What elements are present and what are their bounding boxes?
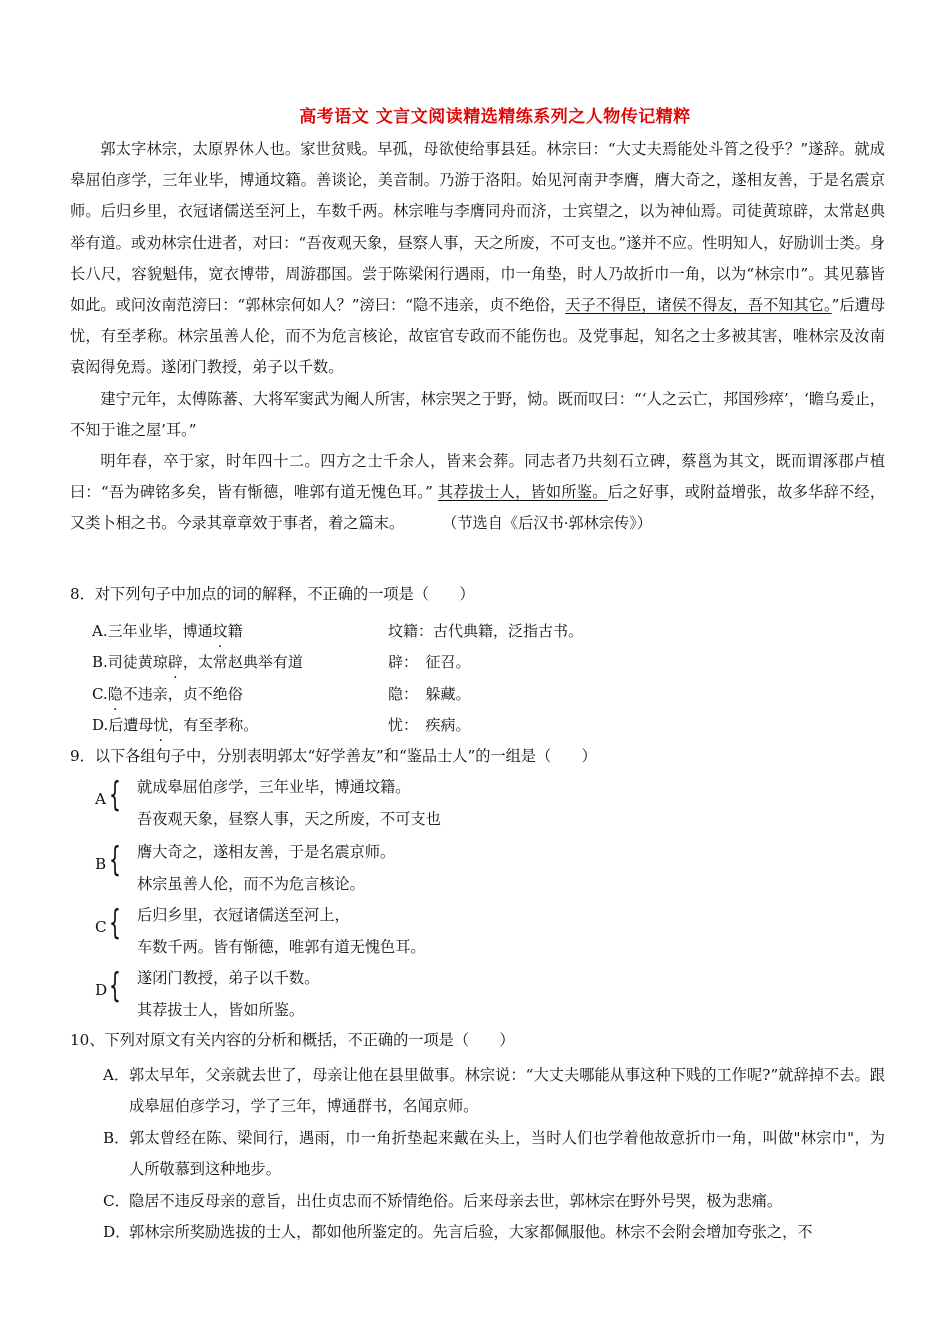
passage-paragraph-2: 建宁元年，太傅陈蕃、大将军窦武为阉人所害，林宗哭之于野，恸。既而叹曰：“‘人之云亡，邦国殄瘁’，‘瞻乌爰止，不知于谁之屋’耳。” (70, 389, 885, 439)
question-10-option-b: B． 郭太曾经在陈、梁间行，遇雨，巾一角折垫起来戴在头上，当时人们也学着他故意折巾一角，叫做"林宗巾"，为人所敬慕到这种地步。 (103, 1129, 885, 1178)
document-title: 高考语文 文言文阅读精选精练系列之人物传记精粹 (299, 107, 691, 127)
question-8-stem: 8．对下列句子中加点的词的解释，不正确的一项是（ ） (70, 585, 475, 603)
passage-paragraph-1: 郭太字林宗，太原界休人也。家世贫贱。早孤，母欲使给事县廷。林宗曰：“大丈夫焉能处斗筲之役乎？”遂辞。就成皋屈伯彦学，三年业毕，博通坟籍。善谈论，美音制。乃游于洛阳。始见河南尹李膺，膺大奇之，遂相友善，于是名震京师。后归乡里，衣冠诸儒送至河上，车数千两。林宗唯与李膺同舟而济，士宾望之，以为神仙焉。司徒黄琼辟，太常赵典举有道。或劝林宗仕进者，对曰：“吾夜观天象，昼察人事，天之所废，不可支也。”遂并不应。性明知人，好励训士类。身长八尺，容貌魁伟，宽衣博带，周游郡国。尝于陈梁闲行遇雨，巾一角垫，时人乃故折巾一角，以为“林宗巾”。其见慕皆如此。或问汝南范滂曰：“郭林宗何如人？”滂曰：“隐不违亲，贞不绝俗，天子不得臣，诸侯不得友，吾不知其它。”后遭母忧，有至孝称。林宗虽善人伦，而不为危言核论，故宦官专政而不能伤也。及党事起，知名之士多被其害，唯林宗及汝南袁闳得免焉。遂闭门教授，弟子以千数。 (70, 140, 886, 377)
passage-paragraph-3: 明年春，卒于家，时年四十二。四方之士千余人，皆来会葬。同志者乃共刻石立碑，蔡邕为其文，既而谓涿郡卢植曰：“吾为碑铭多矣，皆有惭德，唯郭有道无愧色耳。” 其荐拔士人，皆如所鉴。后之好事，或附益增张，故多华辞不经，又类卜相之书。今录其章章效于事者，着之篇末。 （节选自《后汉书·郭林宗传》） (70, 452, 886, 533)
question-10-option-d: D． 郭林宗所奖励选拔的士人，都如他所鉴定的。先言后验，大家都佩服他。林宗不会附会增加夸张之，不 (103, 1223, 813, 1241)
brace-icon: { (109, 903, 121, 943)
underlined-sentence: 其荐拔士人，皆如所鉴。 (437, 483, 608, 502)
question-9-stem: 9．以下各组句子中，分别表明郭太“好学善友”和“鉴品士人”的一组是（ ） (70, 747, 597, 765)
brace-icon: { (109, 775, 121, 815)
question-10-stem: 10、下列对原文有关内容的分析和概括，不正确的一项是（ ） (70, 1031, 515, 1049)
brace-icon: { (109, 840, 121, 880)
document-page: 高考语文 文言文阅读精选精练系列之人物传记精粹 郭太字林宗，太原界休人也。家世贫贱。早孤，母欲使给事县廷。林宗曰：“大丈夫焉能处斗筲之役乎？”遂辞。就成皋屈伯彦学，三年业毕，博通坟籍。善谈论，美音制。乃游于洛阳。始见河南尹李膺，膺大奇之，遂相友善，于是名震京师。后归乡里，衣冠诸儒送至河上，车数千两。林宗唯与李膺同舟而济，士宾望之，以为神仙焉。司徒黄琼辟，太常赵典举有道。或劝林宗仕进者，对曰：“吾夜观天象，昼察人事，天之所废，不可支也。”遂并不应。性明知人，好励训士类。身长八尺，容貌魁伟，宽衣博带，周游郡国。尝于陈梁闲行遇雨，巾一角垫，时人乃故折巾一角，以为“林宗巾”。其见慕皆如此。或问汝南范滂曰：“郭林宗何如人？”滂曰：“隐不违亲，贞不绝俗，天子不得臣，诸侯不得友，吾不知其它。”后遭母忧，有至孝称。林宗虽善人伦，而不为危言核论，故宦官专政而不能伤也。及党事起，知名之士多被其害，唯林宗及汝南袁闳得免焉。遂闭门教授，弟子以千数。 建宁元年，太傅陈蕃、大将军窦武为阉人所害，林宗哭之于野，恸。既而叹曰：“‘人之云亡，邦国殄瘁’，‘瞻乌爰止，不知于谁之屋’耳。” 明年春，卒于家，时年四十二。四方之士千余人，皆来会葬。同志者乃共刻石立碑，蔡邕为其文，既而谓涿郡卢植曰：“吾为碑铭多矣，皆有惭德，唯郭有道无愧色耳。” 其荐拔士人，皆如所鉴。后之好事，或附益增张，故多华辞不经，又类卜相之书。今录其章章效于事者，着之篇末。 （节选自《后汉书·郭林宗传》） 8．对下列句子中加点的词的解释，不正确的一项是（ ） A.三年业毕，博通坟籍 坟籍：古代典籍，泛指古书。 B.司徒黄琼辟，太常赵典举有道 辟： 征召。 C.隐不违亲，贞不绝俗 隐： 躲藏。 D.后遭母忧，有至孝称。 忧： 疾病。 9．以下各组句子中，分别表明郭太“好学善友”和“鉴品士人”的一组是（ ） A { 就成皋屈伯彦学，三年业毕，博通坟籍。 吾夜观天象，昼察人事，天之所废，不可支也 B { 膺大奇之，遂相友善，于是名震京师。 林宗虽善人伦，而不为危言核论。 C { 后归乡里，衣冠诸儒送至河上， 车数千两。皆有惭德，唯郭有道无愧色耳。 D { 遂闭门教授，弟子以千数。 其荐拔士人，皆如所鉴。 10、下列对原文有关内容的分析和概括，不正确的一项是（ ） A． 郭太早年，父亲就去世了，母亲让他在县里做事。林宗说：“大丈夫哪能从事这种下贱的工作呢?”就辞掉不去。跟成皋屈伯彦学习，学了三年，博通群书，名闻京师。 B． 郭太曾经在陈、梁间行，遇雨，巾一角折垫起来戴在头上，当时人们也学着他故意折巾一角，叫做"林宗巾"，为人所敬慕到这种地步。 C． 隐居不违反母亲的意旨，出仕贞忠而不矫情绝俗。后来母亲去世，郭林宗在野外号哭，极为悲痛。 D． 郭林宗所奖励选拔的士人，都如他所鉴定的。先言后验，大家都佩服他。林宗不会附会增加夸张之，不 (0, 0, 950, 1344)
passage (70, 134, 885, 540)
underlined-sentence: 天子不得臣，诸侯不得友，吾不知其它。 (565, 296, 832, 315)
brace-icon: { (109, 966, 121, 1006)
question-10-option-c: C． 隐居不违反母亲的意旨，出仕贞忠而不矫情绝俗。后来母亲去世，郭林宗在野外号哭，极为悲痛。 (103, 1192, 783, 1210)
question-10-option-a: A． 郭太早年，父亲就去世了，母亲让他在县里做事。林宗说：“大丈夫哪能从事这种下贱的工作呢?”就辞掉不去。跟成皋屈伯彦学习，学了三年，博通群书，名闻京师。 (103, 1066, 885, 1115)
passage-source: （节选自《后汉书·郭林宗传》） (442, 514, 652, 533)
